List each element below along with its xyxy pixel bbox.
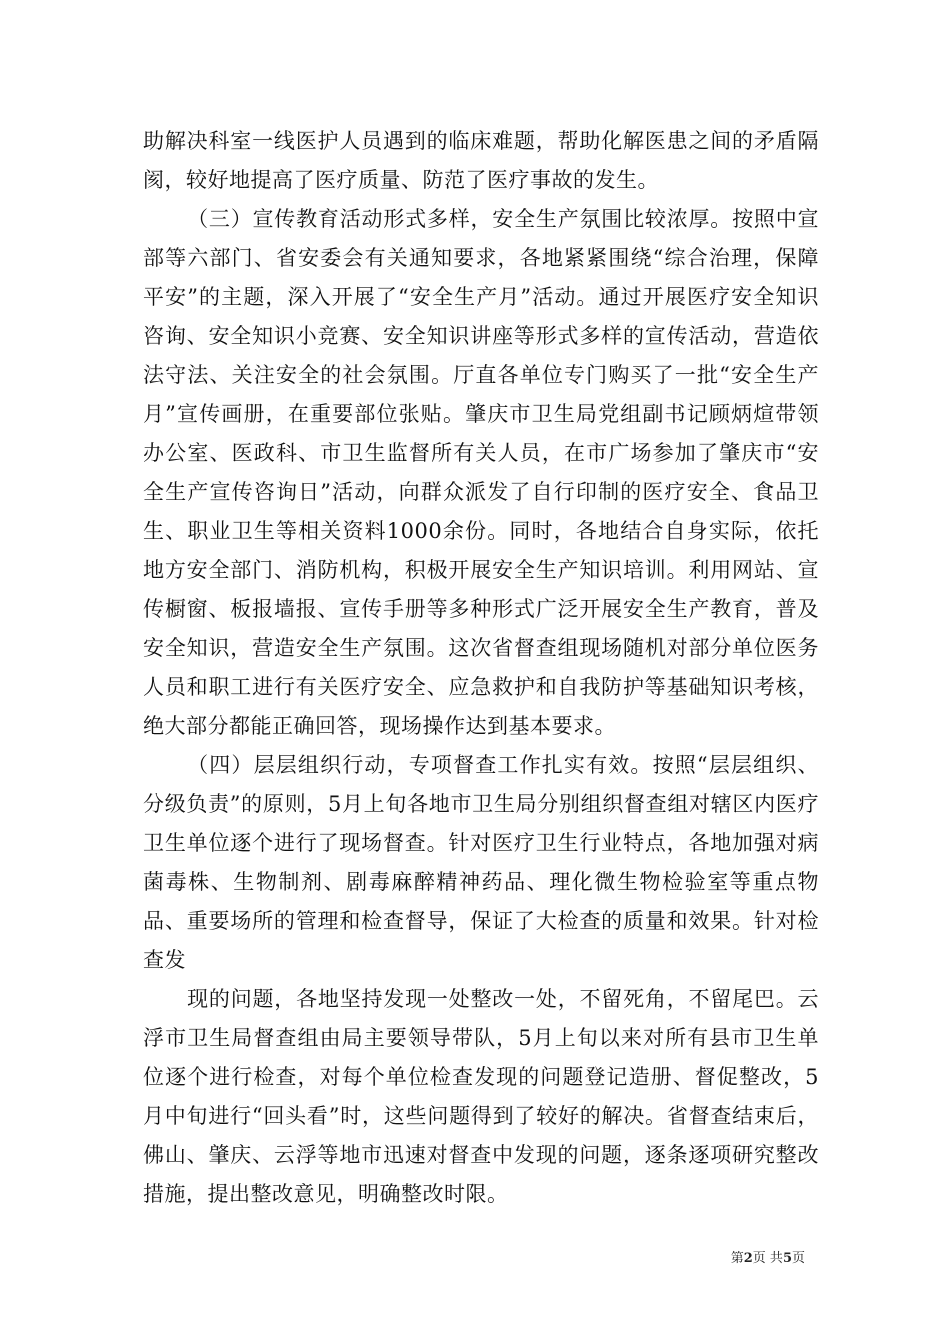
footer-current-page: 2 bbox=[743, 1251, 753, 1266]
footer-prefix: 第 bbox=[730, 1251, 744, 1266]
footer-middle: 页 共 bbox=[752, 1251, 783, 1266]
document-body bbox=[143, 122, 819, 1214]
paragraph-special-inspection: （四）层层组织行动，专项督查工作扎实有效。按照“层层组织、分级负责”的原则，5月上旬各地市卫生局分别组织督查组对辖区内医疗卫生单位逐个进行了现场督查。针对医疗卫生行业特点，各地加强对病菌毒株、生物制剂、剧毒麻醉精神药品、理化微生物检验室等重点物品、重要场所的管理和检查督导，保证了大检查的质量和效果。针对检查发 bbox=[143, 753, 819, 972]
footer-suffix: 页 bbox=[791, 1251, 805, 1266]
footer-total-pages: 5 bbox=[782, 1251, 792, 1266]
paragraph-continuation: 助解决科室一线医护人员遇到的临床难题，帮助化解医患之间的矛盾隔阂，较好地提高了医疗质量、防范了医疗事故的发生。 bbox=[143, 129, 819, 192]
paragraph-publicity-education: （三）宣传教育活动形式多样，安全生产氛围比较浓厚。按照中宣部等六部门、省安委会有关通知要求，各地紧紧围绕“综合治理，保障平安”的主题，深入开展了“安全生产月”活动。通过开展医疗安全知识咨询、安全知识小竞赛、安全知识讲座等形式多样的宣传活动，营造依法守法、关注安全的社会氛围。厅直各单位专门购买了一批“安全生产月”宣传画册，在重要部位张贴。肇庆市卫生局党组副书记顾炳煊带领办公室、医政科、市卫生监督所有关人员，在市广场参加了肇庆市“安全生产宣传咨询日”活动，向群众派发了自行印制的医疗安全、食品卫生、职业卫生等相关资料1000余份。同时，各地结合自身实际，依托地方安全部门、消防机构，积极开展安全生产知识培训。利用网站、宣传橱窗、板报墙报、宣传手册等多种形式广泛开展安全生产教育，普及安全知识，营造安全生产氛围。这次省督查组现场随机对部分单位医务人员和职工进行有关医疗安全、应急救护和自我防护等基础知识考核，绝大部分都能正确回答，现场操作达到基本要求。 bbox=[143, 207, 819, 738]
paragraph-rectification: 现的问题，各地坚持发现一处整改一处，不留死角，不留尾巴。云浮市卫生局督查组由局主要领导带队，5月上旬以来对所有县市卫生单位逐个进行检查，对每个单位检查发现的问题登记造册、督促整改，5月中旬进行“回头看”时，这些问题得到了较好的解决。省督查结束后，佛山、肇庆、云浮等地市迅速对督查中发现的问题，逐条逐项研究整改措施，提出整改意见，明确整改时限。 bbox=[143, 987, 819, 1206]
page-number-footer bbox=[731, 1247, 805, 1266]
